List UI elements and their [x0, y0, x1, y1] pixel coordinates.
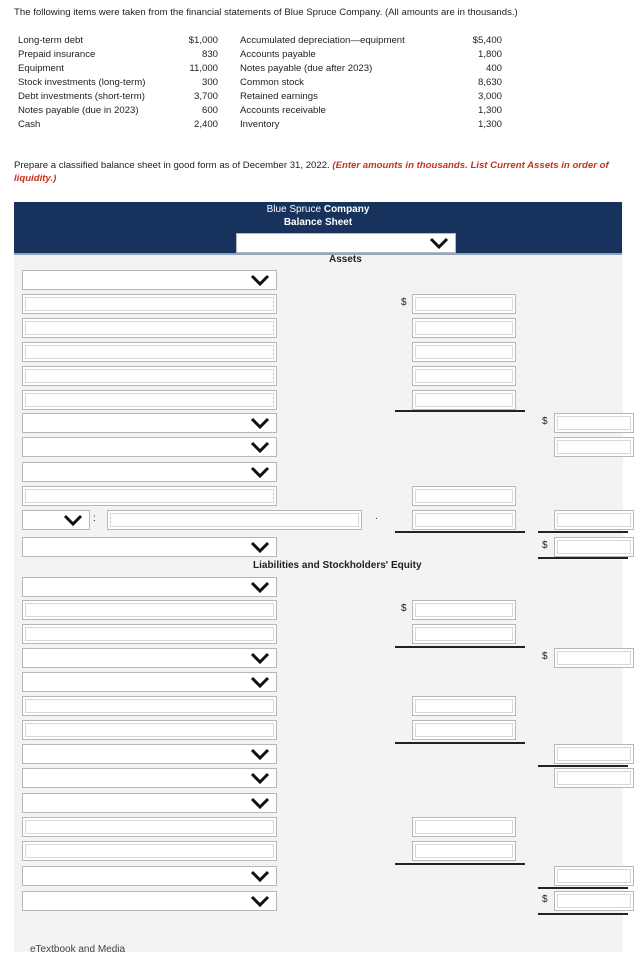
account-select[interactable] [22, 648, 277, 668]
account-name-input[interactable] [22, 486, 277, 506]
spacer [218, 90, 240, 104]
chevron-down-icon [250, 416, 270, 430]
subtotal-name-input[interactable] [107, 510, 362, 530]
amount-input[interactable] [412, 624, 516, 644]
dot-label: . [375, 511, 378, 522]
item-value: 1,300 [477, 119, 502, 130]
total-amount-input[interactable] [554, 510, 634, 530]
item-value: 1,800 [477, 49, 502, 60]
input-inner [415, 699, 513, 713]
spacer [218, 34, 240, 48]
item-name: Equipment [18, 63, 64, 74]
total-rule [538, 765, 628, 767]
spacer [218, 48, 240, 62]
input-inner [415, 844, 513, 858]
amount-input[interactable] [412, 696, 516, 716]
item-value: 8,630 [477, 77, 502, 88]
item-name: Accounts receivable [240, 105, 326, 116]
input-inner [557, 747, 631, 761]
company-name-suffix: Company [323, 204, 370, 215]
total-rule [395, 531, 525, 533]
amount-input[interactable] [412, 486, 516, 506]
input-inner [415, 513, 513, 527]
input-inner [25, 321, 274, 335]
account-select[interactable] [22, 537, 277, 557]
item-value: $1,000 [188, 35, 218, 46]
item-name: Inventory [240, 119, 280, 130]
dollar-sign: $ [542, 416, 548, 427]
dollar-sign: $ [542, 540, 548, 551]
company-name [14, 204, 622, 215]
items-row [18, 48, 502, 62]
total-rule [395, 863, 525, 865]
amount-input[interactable] [412, 294, 516, 314]
item-name: Stock investments (long-term) [18, 77, 146, 88]
input-inner [557, 651, 631, 665]
item-value: 3,000 [477, 91, 502, 102]
account-name-input[interactable] [22, 294, 277, 314]
amount-input[interactable] [412, 817, 516, 837]
account-select[interactable] [22, 744, 277, 764]
item-name: Accumulated depreciation—equipment [240, 35, 405, 46]
item-value: 600 [201, 105, 218, 116]
input-inner [557, 869, 631, 883]
total-rule [395, 742, 525, 744]
chevron-down-icon [250, 675, 270, 689]
total-amount-input[interactable] [554, 891, 634, 911]
account-select[interactable] [22, 891, 277, 911]
total-amount-input[interactable] [554, 537, 634, 557]
input-inner [25, 844, 274, 858]
etextbook-link[interactable]: eTextbook and Media [30, 944, 126, 955]
amount-input[interactable] [412, 366, 516, 386]
amount-input[interactable] [412, 720, 516, 740]
chevron-down-icon [429, 236, 449, 250]
account-name-input[interactable] [22, 342, 277, 362]
account-name-input[interactable] [22, 318, 277, 338]
input-inner [25, 723, 274, 737]
dollar-sign: $ [542, 894, 548, 905]
input-inner [557, 894, 631, 908]
spacer [218, 104, 240, 118]
item-name: Common stock [240, 77, 304, 88]
account-select[interactable] [22, 413, 277, 433]
item-name: Retained earnings [240, 91, 318, 102]
input-inner [415, 723, 513, 737]
account-select[interactable] [22, 793, 277, 813]
input-inner [25, 369, 274, 383]
amount-input[interactable] [412, 510, 516, 530]
input-inner [415, 369, 513, 383]
total-rule [538, 887, 628, 889]
input-inner [110, 513, 359, 527]
input-inner [415, 393, 513, 407]
chevron-down-icon [250, 869, 270, 883]
item-value: 300 [201, 77, 218, 88]
item-value: 2,400 [193, 119, 218, 130]
input-inner [415, 345, 513, 359]
spacer [218, 62, 240, 76]
item-value: 1,300 [477, 105, 502, 116]
liabilities-equity-heading: Liabilities and Stockholders' Equity [253, 560, 422, 571]
problem-intro: The following items were taken from the financial statements of Blue Spruce Company. (All amounts are in thousands.) [14, 7, 518, 18]
chevron-down-icon [63, 513, 83, 527]
items-row [18, 76, 502, 90]
input-inner [557, 416, 631, 430]
total-rule [395, 646, 525, 648]
item-name: Prepaid insurance [18, 49, 96, 60]
item-name: Debt investments (short-term) [18, 91, 145, 102]
chevron-down-icon [250, 747, 270, 761]
input-inner [557, 440, 631, 454]
item-name: Cash [18, 119, 41, 130]
input-inner [25, 820, 274, 834]
instruction [14, 159, 619, 185]
chevron-down-icon [250, 796, 270, 810]
chevron-down-icon [250, 894, 270, 908]
account-name-input[interactable] [22, 600, 277, 620]
dollar-sign: $ [401, 603, 407, 614]
company-name-prefix: Blue Spruce [266, 204, 324, 215]
input-inner [25, 627, 274, 641]
account-select[interactable] [22, 462, 277, 482]
chevron-down-icon [250, 440, 270, 454]
account-name-input[interactable] [22, 841, 277, 861]
chevron-down-icon [250, 771, 270, 785]
total-amount-input[interactable] [554, 413, 634, 433]
spacer [218, 118, 240, 132]
amount-input[interactable] [412, 841, 516, 861]
item-value: 11,000 [189, 63, 218, 74]
account-name-input[interactable] [22, 720, 277, 740]
instruction-emphasis: (Enter amounts in thousands. List Current Assets in order of liquidity.) [14, 160, 609, 184]
input-inner [25, 489, 274, 503]
item-name: Accounts payable [240, 49, 316, 60]
account-name-input[interactable] [22, 696, 277, 716]
items-row [18, 104, 502, 118]
input-inner [557, 771, 631, 785]
item-name: Long-term debt [18, 35, 84, 46]
chevron-down-icon [250, 651, 270, 665]
chevron-down-icon [250, 540, 270, 554]
account-name-input[interactable] [22, 624, 277, 644]
input-inner [25, 393, 274, 407]
header-divider [14, 253, 622, 255]
account-name-input[interactable] [22, 366, 277, 386]
item-value: 400 [485, 63, 502, 74]
account-name-input[interactable] [22, 390, 277, 410]
instruction-text: Prepare a classified balance sheet in good form as of December 31, 2022. [14, 160, 333, 171]
item-value: 3,700 [193, 91, 218, 102]
items-row [18, 34, 502, 48]
account-select[interactable] [22, 437, 277, 457]
account-select[interactable] [22, 270, 277, 290]
total-rule [538, 531, 628, 533]
dollar-sign: $ [401, 297, 407, 308]
input-inner [415, 297, 513, 311]
input-inner [415, 627, 513, 641]
items-row [18, 62, 502, 76]
total-amount-input[interactable] [554, 437, 634, 457]
date-select[interactable] [236, 233, 456, 253]
item-name: Notes payable (due in 2023) [18, 105, 139, 116]
total-rule [395, 410, 525, 412]
input-inner [25, 699, 274, 713]
chevron-down-icon [250, 465, 270, 479]
assets-heading: Assets [329, 254, 362, 265]
colon-label: : [93, 513, 96, 524]
chevron-down-icon [250, 580, 270, 594]
chevron-down-icon [250, 273, 270, 287]
input-inner [415, 820, 513, 834]
account-select[interactable] [22, 577, 277, 597]
item-value: 830 [201, 49, 218, 60]
account-select[interactable] [22, 866, 277, 886]
amount-input[interactable] [412, 600, 516, 620]
item-name: Notes payable (due after 2023) [240, 63, 373, 74]
input-inner [25, 345, 274, 359]
balance-sheet-form [14, 202, 623, 952]
amount-input[interactable] [412, 390, 516, 410]
total-rule [538, 557, 628, 559]
input-inner [557, 540, 631, 554]
input-inner [557, 513, 631, 527]
sheet-title: Balance Sheet [283, 217, 353, 228]
items-row [18, 90, 502, 104]
account-select[interactable] [22, 672, 277, 692]
item-value: $5,400 [472, 35, 502, 46]
input-inner [415, 603, 513, 617]
spacer [218, 76, 240, 90]
total-amount-input[interactable] [554, 768, 634, 788]
dollar-sign: $ [542, 651, 548, 662]
label-select[interactable] [22, 510, 90, 530]
account-name-input[interactable] [22, 817, 277, 837]
account-select[interactable] [22, 768, 277, 788]
input-inner [25, 297, 274, 311]
amount-input[interactable] [412, 318, 516, 338]
items-table [18, 34, 502, 132]
total-amount-input[interactable] [554, 866, 634, 886]
total-amount-input[interactable] [554, 744, 634, 764]
total-amount-input[interactable] [554, 648, 634, 668]
items-row [18, 118, 502, 132]
total-rule [538, 913, 628, 915]
input-inner [415, 489, 513, 503]
amount-input[interactable] [412, 342, 516, 362]
input-inner [25, 603, 274, 617]
input-inner [415, 321, 513, 335]
